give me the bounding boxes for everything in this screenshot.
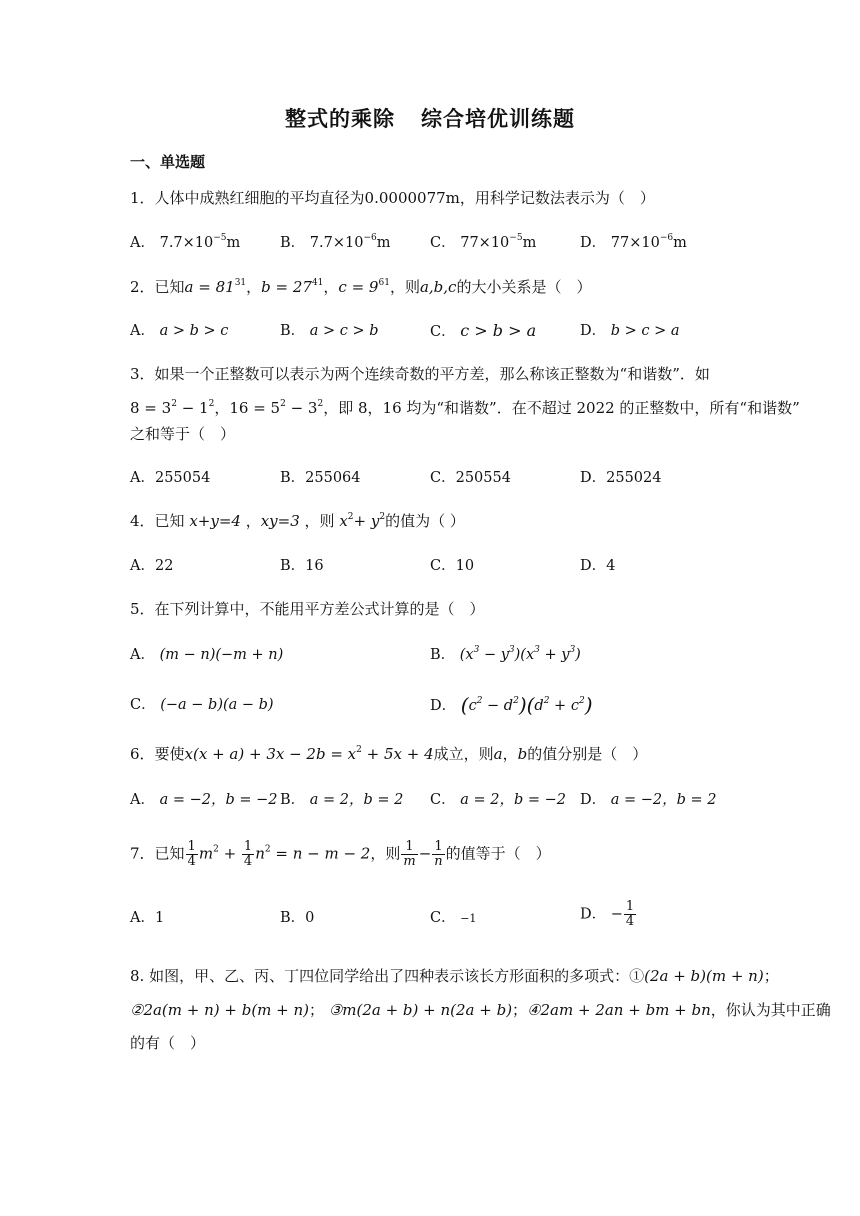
q2-option-c: C． c > b > a <box>430 321 537 340</box>
q3-option-c: C．250554 <box>430 470 511 486</box>
q1-option-b: B． $7.7\times 10^{-6}m$ <box>280 233 391 251</box>
q6-option-d: D． a = −2，b = 2 <box>580 792 717 808</box>
q1-option-d: D． $77\times 10^{-6}m$ <box>580 233 687 251</box>
q5-option-d: D． $(c^2 - d^2)(d^2 + c^2)$ <box>430 693 593 717</box>
question-5-stem: 5．在下列计算中，不能用平方差公式计算的是（ ） <box>130 600 485 618</box>
page-title <box>0 103 860 133</box>
q5-option-c: C． (−a − b)(a − b) <box>130 697 274 713</box>
q3-option-d: D．255024 <box>580 470 662 486</box>
q5-option-a: A． (m − n)(−m + n) <box>130 647 284 663</box>
q7-option-b: B．0 <box>280 910 315 926</box>
q5-option-b: B． $(x^3 - y^3)(x^3 + y^3)$ <box>430 645 581 663</box>
question-2-stem: 2．已知$a = 81^{31}$，$b = 27^{41}$，$c = 9^{61}$，则a,b,c的大小关系是（ ） <box>130 278 592 296</box>
q1-option-c: C． $77\times 10^{-5}m$ <box>430 233 537 251</box>
q1-option-a: A． $7.7\times 10^{-5}m$ <box>130 233 241 251</box>
question-4-stem: 4．已知 x+y=4 ，xy=3 ，则 $x^2+ y^2$的值为（ ） <box>130 512 465 530</box>
q6-option-c: C． a = 2，b = −2 <box>430 792 566 808</box>
q6-option-a: A． a = −2，b = −2 <box>130 792 278 808</box>
question-1-stem: 1．人体中成熟红细胞的平均直径为0.0000077m，用科学记数法表示为（ ） <box>130 189 655 207</box>
question-3-line-2: $8 = 3^2 - 1^2$，$16 = 5^2 - 3^2$，即 8，16 均为“和谐数”．在不超过 2022 的正整数中，所有“和谐数” <box>130 399 800 417</box>
q4-option-c: C．10 <box>430 558 475 574</box>
q2-option-a: A． a > b > c <box>130 323 229 339</box>
section-heading: 一、单选题 <box>130 153 206 171</box>
q7-option-c: C． −1 <box>430 910 477 926</box>
question-3-line-1: 3．如果一个正整数可以表示为两个连续奇数的平方差，那么称该正整数为“和谐数”．如 <box>130 365 710 383</box>
title-part-1: 整式的乘除 <box>285 106 395 131</box>
q7-option-d: D． − $\frac{1}{4}$ <box>580 899 635 929</box>
q3-option-b: B．255064 <box>280 470 361 486</box>
q2-option-b: B． a > c > b <box>280 323 379 339</box>
q7-option-a: A．1 <box>130 910 165 926</box>
question-8-line-2: ②2a(m + n) + b(m + n)； ③m(2a + b) + n(2a + b)；④2am + 2an + bm + bn，你认为其中正确 <box>130 1001 831 1019</box>
q4-option-b: B．16 <box>280 558 324 574</box>
question-6-stem: 6．要使$x(x + a) + 3x - 2b = x^2 + 5x + 4$成立，则a，b的值分别是（ ） <box>130 745 648 763</box>
q3-option-a: A．255054 <box>130 470 211 486</box>
q4-option-a: A．22 <box>130 558 174 574</box>
title-part-2: 综合培优训练题 <box>421 106 575 131</box>
question-8-line-3: 的有（ ） <box>130 1034 206 1052</box>
q2-option-d: D． b > c > a <box>580 323 680 339</box>
question-3-line-3: 之和等于（ ） <box>130 425 236 443</box>
q4-option-d: D．4 <box>580 558 616 574</box>
q6-option-b: B． a = 2，b = 2 <box>280 792 404 808</box>
question-8-line-1: 8. 如图，甲、乙、丙、丁四位同学给出了四种表示该长方形面积的多项式：①(2a + b)(m + n)； <box>130 967 779 985</box>
question-7-stem: 7．已知 $\frac{1}{4}$ $m^2$ + $\frac{1}{4}$ $n^2 = n - m - 2$，则 $\frac{1}{m}$ − $\frac{1}{n}$ 的值等于（ ） <box>130 839 551 869</box>
